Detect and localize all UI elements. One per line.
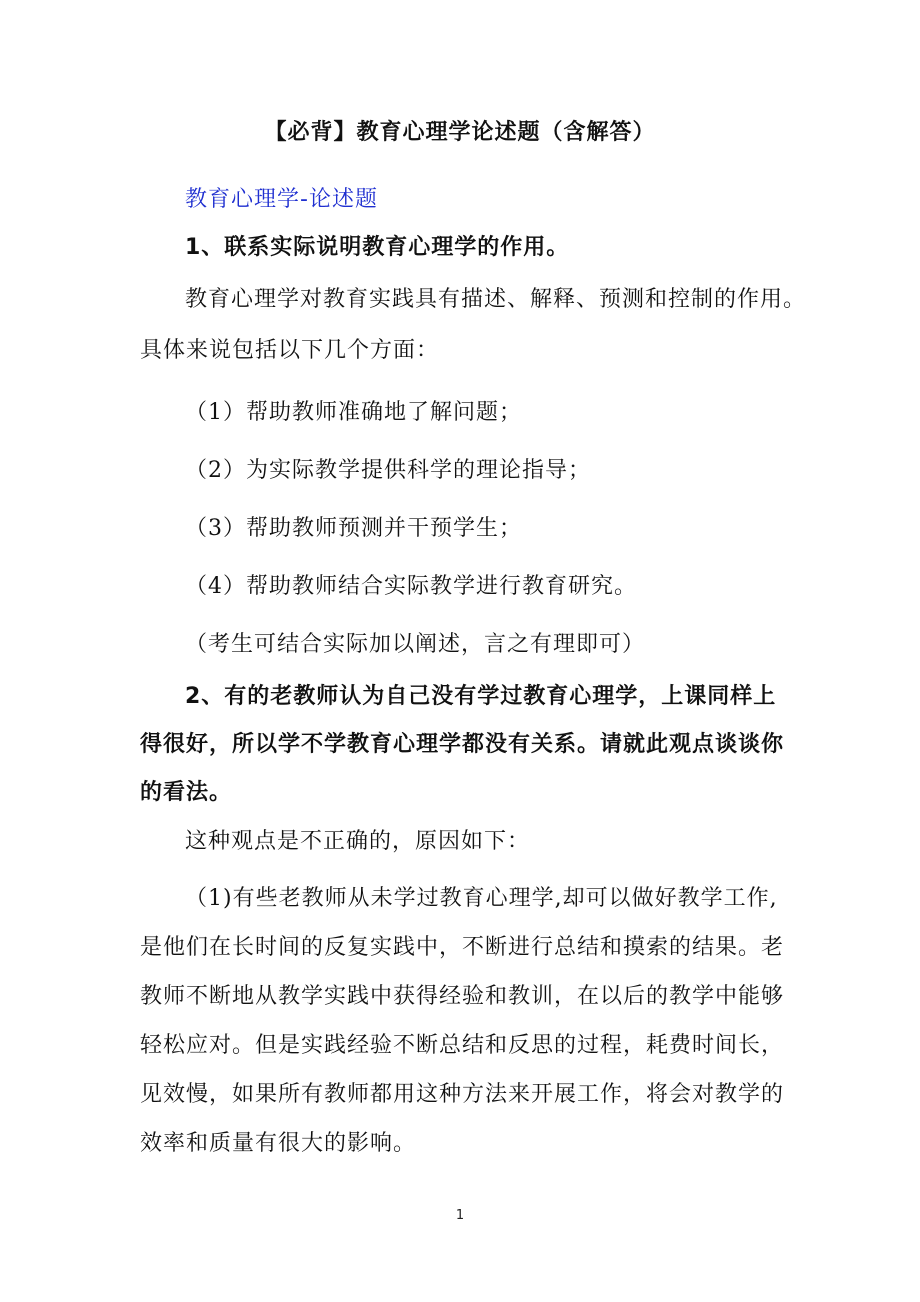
q2-point1-line-4: 轻松应对。但是实践经验不断总结和反思的过程，耗费时间长， — [140, 1033, 785, 1058]
q1-note: （考生可结合实际加以阐述，言之有理即可） — [185, 632, 646, 657]
q2-answer-intro: 这种观点是不正确的，原因如下： — [185, 829, 531, 854]
q2-point1-line-1: （1)有些老教师从未学过教育心理学,却可以做好教学工作, — [185, 886, 778, 911]
section-heading: 教育心理学-论述题 — [185, 187, 378, 212]
document-title: 【必背】教育心理学论述题（含解答） — [264, 120, 656, 145]
q1-intro-line-2: 具体来说包括以下几个方面： — [140, 338, 440, 363]
question-2-line-3: 的看法。 — [140, 780, 233, 805]
question-1: 1、联系实际说明教育心理学的作用。 — [185, 235, 570, 260]
q1-item-3: （3）帮助教师预测并干预学生； — [185, 516, 522, 541]
q1-intro-line-1: 教育心理学对教育实践具有描述、解释、预测和控制的作用。 — [185, 287, 807, 312]
q2-point1-line-3: 教师不断地从教学实践中获得经验和教训，在以后的教学中能够 — [140, 984, 785, 1009]
q2-point1-line-5: 见效慢，如果所有教师都用这种方法来开展工作，将会对教学的 — [140, 1082, 785, 1107]
q1-item-4: （4）帮助教师结合实际教学进行教育研究。 — [185, 574, 637, 599]
page-number: 1 — [455, 1208, 465, 1223]
question-2-line-1: 2、有的老教师认为自己没有学过教育心理学，上课同样上 — [185, 684, 777, 709]
q2-point1-line-6: 效率和质量有很大的影响。 — [140, 1131, 417, 1156]
q1-item-1: （1）帮助教师准确地了解问题； — [185, 400, 522, 425]
question-2-line-2: 得很好，所以学不学教育心理学都没有关系。请就此观点谈谈你 — [140, 732, 785, 757]
q2-point1-line-2: 是他们在长时间的反复实践中，不断进行总结和摸索的结果。老 — [140, 935, 785, 960]
q1-item-2: （2）为实际教学提供科学的理论指导； — [185, 458, 591, 483]
